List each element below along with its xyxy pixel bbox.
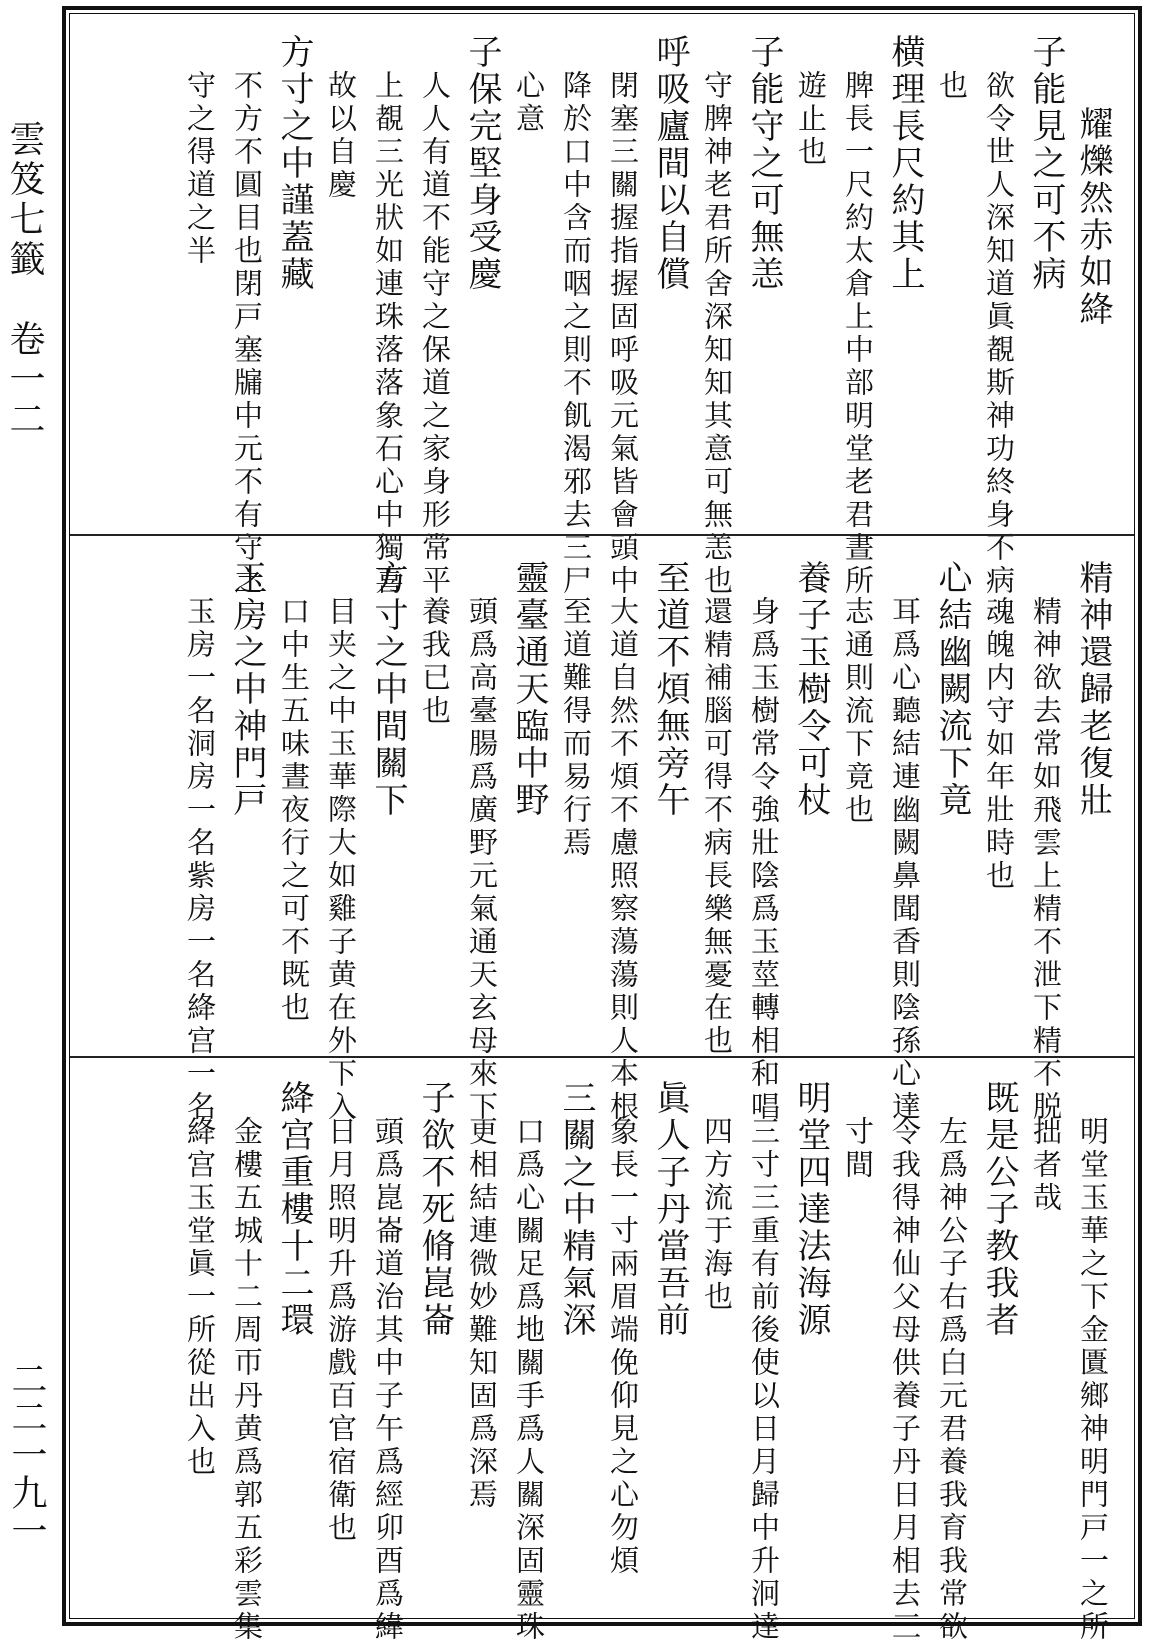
text-column: 人人有道不能守之保道之家身形常平 xyxy=(418,70,452,598)
text-column: 子能見之可不病 xyxy=(1026,34,1066,293)
margin-title xyxy=(4,120,44,440)
text-column: 口爲心關足爲地關手爲人關深固靈珠 xyxy=(512,1116,546,1644)
text-column: 耳爲心聽結連幽闕鼻聞香則陰孫心達 xyxy=(888,596,922,1124)
text-column: 拙者哉 xyxy=(1029,1116,1063,1215)
text-column: 養子玉樹令可杖 xyxy=(791,560,831,819)
page-frame xyxy=(62,6,1142,1644)
text-column: 心結幽闕流下竟 xyxy=(932,560,972,819)
text-column: 子保完堅身受慶 xyxy=(462,34,502,293)
text-column: 象長一寸兩眉端俛仰見之心勿煩 xyxy=(606,1116,640,1578)
text-column: 金樓五城十二周帀丹黄爲郭五彩雲集 xyxy=(230,1116,264,1644)
margin-page-number-text: 二二一九一 xyxy=(6,1360,47,1550)
text-column: 寸間 xyxy=(841,1116,875,1182)
text-column: 明堂玉華之下金匱鄉神明門戸一之所 xyxy=(1076,1116,1110,1644)
text-column: 守脾神老君所舍深知知其意可無恙也 xyxy=(700,70,734,598)
text-column: 上覩三光狀如連珠落落象石心中獨喜 xyxy=(371,70,405,598)
text-column: 呼吸廬間以自償 xyxy=(650,34,690,293)
panel-divider xyxy=(70,534,1134,536)
margin-page-number xyxy=(6,1360,46,1550)
text-column: 精神還歸老復壯 xyxy=(1073,560,1113,819)
text-column: 横理長尺約其上 xyxy=(885,34,925,293)
text-panel-top xyxy=(70,14,1134,598)
text-column: 方寸之中謹蓋藏 xyxy=(274,34,314,293)
text-column: 方寸之中間關下 xyxy=(368,560,408,819)
text-column: 靈臺通天臨中野 xyxy=(509,560,549,819)
text-column: 還精補腦可得不病長樂無憂在也 xyxy=(700,596,734,1058)
text-column: 閉塞三關握指握固呼吸元氣皆會頭中 xyxy=(606,70,640,598)
text-column: 精神欲去常如飛雲上精不泄下精不脱 xyxy=(1029,596,1063,1124)
text-column: 子欲不死脩崑崙 xyxy=(415,1080,455,1339)
text-column: 至道難得而易行焉 xyxy=(559,596,593,860)
text-column: 耀爍然赤如絳 xyxy=(1073,106,1113,328)
text-column: 日月照明升爲游戲百官宿衛也 xyxy=(324,1116,358,1545)
text-column: 頭爲崑崙道治其中子午爲經卯酉爲緯 xyxy=(371,1116,405,1644)
text-column: 玉房之中神門戸 xyxy=(227,560,267,819)
text-column: 四方流于海也 xyxy=(700,1116,734,1314)
text-panel-middle xyxy=(70,540,1134,1124)
text-column: 也 xyxy=(935,70,969,103)
text-column: 心意 xyxy=(512,70,546,136)
text-column: 養我已也 xyxy=(418,596,452,728)
text-column: 身爲玉樹常令強壯陰爲玉莖轉相和唱 xyxy=(747,596,781,1124)
text-column: 絳宫玉堂眞一所從出入也 xyxy=(183,1116,217,1479)
text-column: 三關之中精氣深 xyxy=(556,1080,596,1339)
text-column: 守之得道之半 xyxy=(183,70,217,268)
text-panel-bottom xyxy=(70,1060,1134,1644)
text-column: 大道自然不煩不慮照察蕩蕩則人本根 xyxy=(606,596,640,1124)
text-column: 玉房一名洞房一名紫房一名絳宫一名 xyxy=(183,596,217,1124)
text-column: 更相結連微妙難知固爲深焉 xyxy=(465,1116,499,1512)
text-column: 絳宫重樓十二環 xyxy=(274,1080,314,1339)
text-column: 降於口中含而咽之則不飢渴邪去三尸 xyxy=(559,70,593,598)
text-column: 頭爲高臺腸爲廣野元氣通天玄母來下 xyxy=(465,596,499,1124)
text-column: 故以自慶 xyxy=(324,70,358,202)
text-column: 遊止也 xyxy=(794,70,828,169)
margin-title-text: 雲笈七籤 卷一二 xyxy=(4,120,45,440)
text-column: 口中生五味晝夜行之可不既也 xyxy=(277,596,311,1025)
text-column: 魂魄内守如年壯時也 xyxy=(982,596,1016,893)
text-column: 至道不煩無旁午 xyxy=(650,560,690,819)
text-column: 令我得神仙父母供養子丹日月相去三 xyxy=(888,1116,922,1644)
text-column: 三寸三重有前後使以日月歸中升泂達 xyxy=(747,1116,781,1644)
text-column: 目夹之中玉華際大如雞子黄在外下入 xyxy=(324,596,358,1124)
text-column: 不方不圓目也閉戸塞牖中元不有守之 xyxy=(230,70,264,598)
text-column: 既是公子教我者 xyxy=(979,1080,1019,1339)
text-column: 欲令世人深知道眞覩斯神功終身不病 xyxy=(982,70,1016,598)
text-column: 志通則流下竟也 xyxy=(841,596,875,827)
panel-divider xyxy=(70,1056,1134,1058)
text-column: 左爲神公子右爲白元君養我育我常欲 xyxy=(935,1116,969,1644)
text-column: 子能守之可無恙 xyxy=(744,34,784,293)
text-column: 明堂四達法海源 xyxy=(791,1080,831,1339)
text-column: 眞人子丹當吾前 xyxy=(650,1080,690,1339)
text-column: 脾長一尺約太倉上中部明堂老君晝所 xyxy=(841,70,875,598)
